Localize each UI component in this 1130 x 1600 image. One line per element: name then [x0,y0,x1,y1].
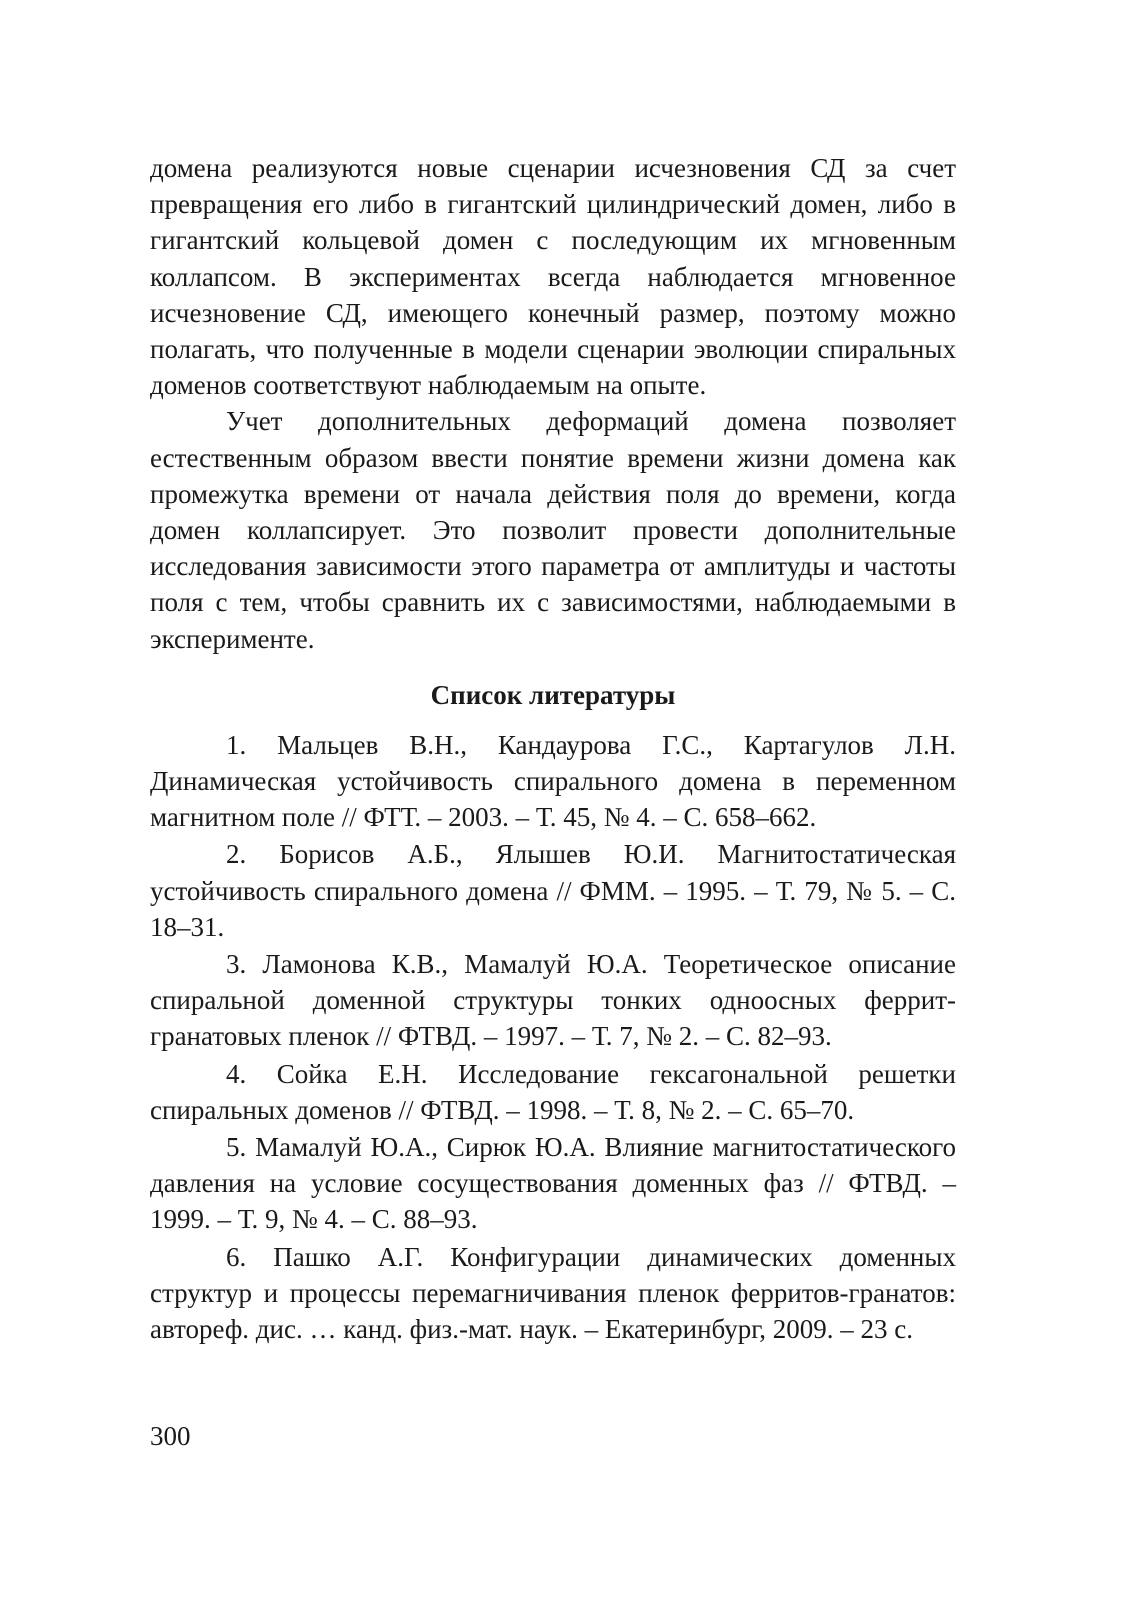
body-paragraph-2: Учет дополнительных деформаций домена позволяет естественным образом ввести понятие времени жизни домена как промежутка времени от начала действия поля до времени, когда домен коллапсирует. Это позволит провести дополнительные исследования зависимости этого параметра от амплитуды и частоты поля с тем, чтобы сравнить их с зависимостями, наблюдаемыми в эксперименте. [150,406,956,654]
references-heading: Список литературы [430,679,676,710]
reference-item-1: 1. Мальцев В.Н., Кандаурова Г.С., Картагулов Л.Н. Динамическая устойчивость спирального домена в переменном магнитном поле // ФТТ. – 2003. – Т. 45, № 4. – С. 658–662. [150,729,956,833]
page-number: 300 [150,1421,191,1451]
references-list [150,727,956,1347]
reference-item-4: 4. Сойка Е.Н. Исследование гексагональной решетки спиральных доменов // ФТВД. – 1998. – Т. 8, № 2. – С. 65–70. [150,1058,956,1125]
page-content [150,150,956,1348]
reference-item-5: 5. Мамалуй Ю.А., Сирюк Ю.А. Влияние магнитостатического давления на условие сосуществования доменных фаз // ФТВД. – 1999. – Т. 9, № 4. – С. 88–93. [150,1132,956,1235]
reference-item-3: 3. Ламонова К.В., Мамалуй Ю.А. Теоретическое описание спиральной доменной структуры тонких одноосных феррит-гранатовых пленок // ФТВД. – 1997. – Т. 7, № 2. – С. 82–93. [150,949,956,1052]
reference-item-2: 2. Борисов А.Б., Ялышев Ю.И. Магнитостатическая устойчивость спирального домена // ФММ. – 1995. – Т. 79, № 5. – С. 18–31. [150,839,956,942]
reference-item-6: 6. Пашко А.Г. Конфигурации динамических доменных структур и процессы перемагничивания пленок ферритов-гранатов: автореф. дис. … канд. физ.-мат. наук. – Екатеринбург, 2009. – 23 с. [150,1241,956,1345]
body-paragraph-1: домена реализуются новые сценарии исчезновения СД за счет превращения его либо в гигантский цилиндрический домен, либо в гигантский кольцевой домен с последующим их мгновенным коллапсом. В экспериментах всегда наблюдается мгновенное исчезновение СД, имеющего конечный размер, поэтому можно полагать, что полученные в модели сценарии эволюции спиральных доменов соответствуют наблюдаемым на опыте. [150,153,956,401]
